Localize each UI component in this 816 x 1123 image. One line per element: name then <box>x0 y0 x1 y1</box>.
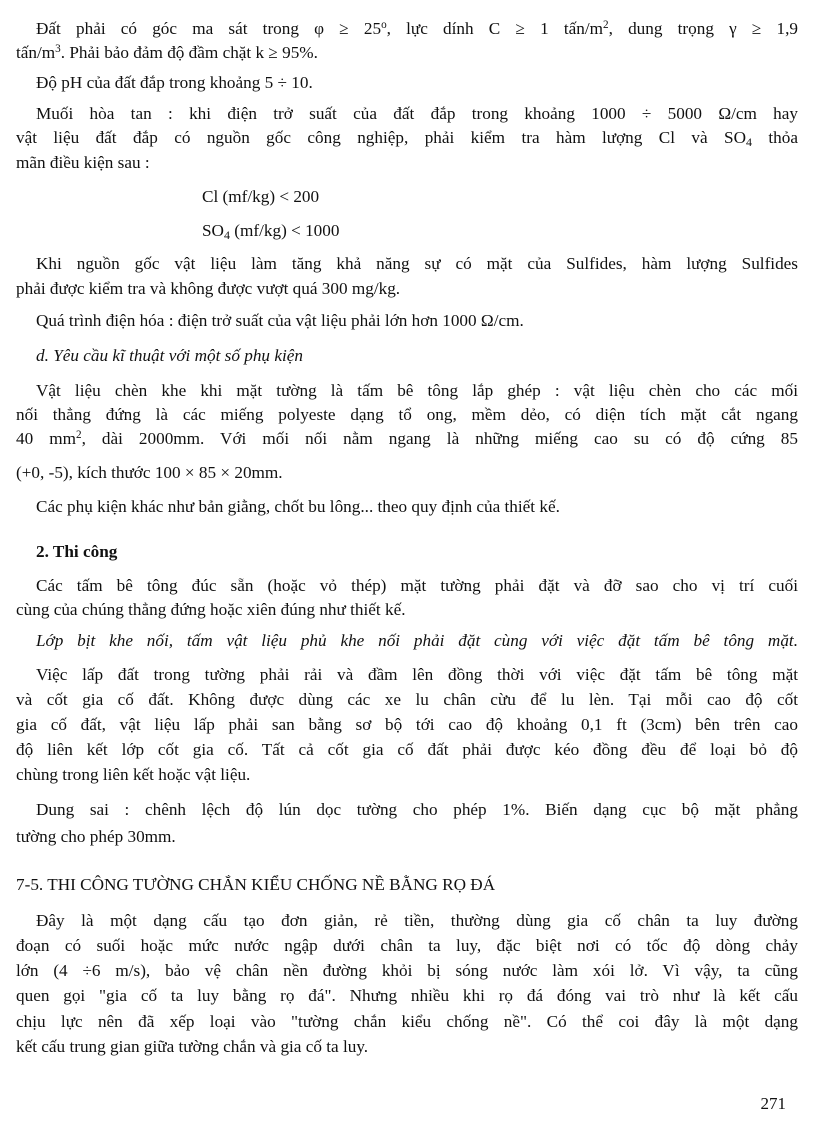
precast-line-2: cùng của chúng thẳng đứng hoặc xiên đúng như thiết kế. <box>16 600 406 619</box>
salt-line-3: mãn điều kiện sau : <box>16 153 150 172</box>
sulfate-condition: $SO_4$ (mf/kg) < 1000 <box>202 221 340 242</box>
sulfides-line-1: Khi nguồn gốc vật liệu làm tăng khả năng sự có mặt của Sulfides, hàm lượng Sulfides <box>36 254 798 273</box>
gabion-line-4: quen gọi "gia cố ta luy bằng rọ đá". Nhưng nhiều khi rọ đá đóng vai trò như là kết cấu <box>16 986 798 1005</box>
fill-line-4: độ liên kết lớp cốt gia cố. Tất cả cốt gia cố đất phải được kéo đồng đều để loại bỏ độ <box>16 740 798 759</box>
joint-line-3: 40 $mm^2$, dài 2000mm. Với mối nối nằm ngang là những miếng cao su có độ cứng 85 <box>16 428 798 448</box>
gabion-line-1: Đây là một dạng cấu tạo đơn giản, rẻ tiền, thường dùng gia cố chân ta luy đường <box>36 911 798 930</box>
soil-requirements-line-2: tấn/$m^3$. Phải bảo đảm độ đầm chặt k ≥ 95%. <box>16 42 318 62</box>
seal-layer-paragraph: Lớp bịt khe nối, tấm vật liệu phủ khe nối phải đặt cùng với việc đặt tấm bê tông mặt. <box>36 631 798 650</box>
joint-line-4: (+0, -5), kích thước 100 × 85 × 20mm. <box>16 463 283 482</box>
fill-line-1: Việc lấp đất trong tường phải rải và đầm lên đồng thời với việc đặt tấm bê tông mặt <box>36 665 798 684</box>
accessories-heading: d. Yêu cầu kĩ thuật với một số phụ kiện <box>36 346 303 365</box>
ph-paragraph: Độ pH của đất đắp trong khoảng 5 ÷ 10. <box>36 73 313 92</box>
gabion-line-5: chịu lực nên đã xếp loại vào "tường chắn kiểu chống nề". Có thể coi đây là một dạng <box>16 1012 798 1031</box>
gabion-line-2: đoạn có suối hoặc mức nước ngập dưới chân ta luy, đặc biệt nơi có tốc độ dòng chảy <box>16 936 798 955</box>
salt-line-2: vật liệu đất đắp có nguồn gốc công nghiệp, phải kiểm tra hàm lượng Cl và $SO_4$ thỏa <box>16 128 798 149</box>
fill-line-5: chùng trong liên kết hoặc vật liệu. <box>16 765 251 784</box>
electrochemical-paragraph: Quá trình điện hóa : điện trở suất của vật liệu phải lớn hơn 1000 Ω/cm. <box>36 311 524 330</box>
fill-line-2: và cốt gia cố đất. Không được dùng các xe lu chân cừu để lu lèn. Tại mỗi cao độ cốt <box>16 690 798 709</box>
gabion-line-6: kết cấu trung gian giữa tường chắn và gia cố ta luy. <box>16 1037 369 1056</box>
section-2-heading: 2. Thi công <box>36 542 118 561</box>
tolerance-line-1: Dung sai : chênh lệch độ lún dọc tường cho phép 1%. Biến dạng cục bộ mặt phẳng <box>36 800 798 819</box>
tolerance-line-2: tường cho phép 30mm. <box>16 827 176 846</box>
page-number: 271 <box>760 1094 786 1113</box>
precast-line-1: Các tấm bê tông đúc sẵn (hoặc vỏ thép) mặt tường phải đặt và đỡ sao cho vị trí cuối <box>36 576 798 595</box>
section-7-5-heading: 7-5. THI CÔNG TƯỜNG CHẮN KIỂU CHỐNG NỀ BẰNG RỌ ĐÁ <box>16 875 496 894</box>
chloride-condition: Cl (mf/kg) < 200 <box>202 187 320 206</box>
gabion-line-3: lớn (4 ÷6 m/s), bảo vệ chân nền đường khỏi bị sóng nước làm xói lở. Vì vậy, ta cũng <box>16 961 798 980</box>
joint-line-1: Vật liệu chèn khe khi mặt tường là tấm bê tông lắp ghép : vật liệu chèn cho các mối <box>36 381 798 400</box>
sulfides-line-2: phải được kiểm tra và không được vượt quá 300 mg/kg. <box>16 279 401 298</box>
salt-line-1: Muối hòa tan : khi điện trở suất của đất đắp trong khoảng 1000 ÷ 5000 Ω/cm hay <box>36 104 798 123</box>
fill-line-3: gia cố đất, vật liệu lấp phải san bằng sơ bộ tới cao độ khoảng 0,1 ft (3cm) bên trên cao <box>16 715 798 734</box>
other-accessories-paragraph: Các phụ kiện khác như bản giằng, chốt bu lông... theo quy định của thiết kế. <box>36 497 560 516</box>
joint-line-2: nối thẳng đứng là các miếng polyeste dạng tổ ong, mềm dẻo, có diện tích mặt cắt ngang <box>16 405 798 424</box>
soil-requirements-line-1: Đất phải có góc ma sát trong $\varphi \ge 25^o$, lực dính C ≥ 1 tấn/$m^2$, dung trọng γ ≥ 1,9 <box>36 18 798 38</box>
